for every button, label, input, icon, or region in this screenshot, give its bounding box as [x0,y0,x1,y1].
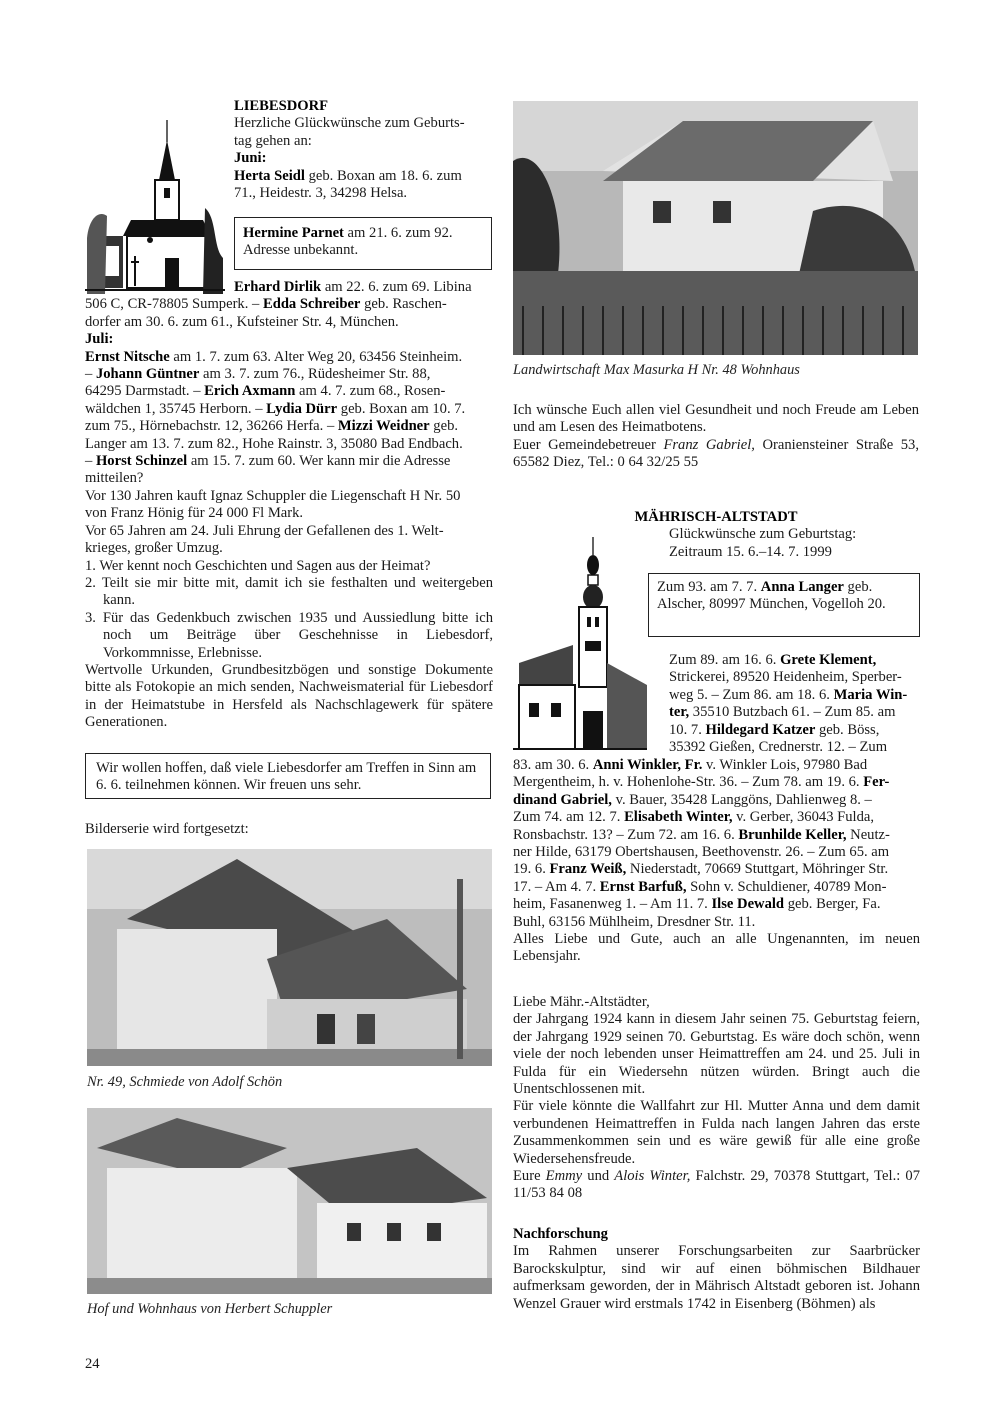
nitsche-name: Ernst Nitsche [85,348,170,365]
gabriel-details: v. Bauer, 35428 Langgöns, Dahlienweg 8. – [611,791,872,808]
anna-langer-name: Anna Langer [760,579,844,595]
schinzel-name: Horst Schinzel [95,453,188,470]
anna-langer-details: geb. Alscher, 80997 München, Vogelloh 20. [657,579,886,613]
june-label: Juni: [234,150,267,167]
maria-winter-name-end: ter, [669,704,690,721]
sign-und: und [582,1168,615,1185]
betreuer-address: Oraniensteiner Straße 53, 65582 Diez, Tel.: 0 64 32/25 55 [513,436,919,471]
letter-paragraph-1: der Jahrgang 1924 kann in diesem Jahr seinen 75. Geburtstag feiern, der Jahrgang 1929 seinen 70. Geburtstag. Es wäre doch schön, wenn viele der noch lebenden unser Heimattreffen am 24. und 25. Juli in Fulda für ein Wiedersehn nützen würden. Bringt auch die Unentschlossenen mit. [513,1011,920,1098]
duerr-address: zum 75., Hörnebachstr. 12, 36266 Herfa. – [85,418,338,435]
guentner-address: 64295 Darmstadt. – [85,383,205,400]
altstadt-intro-2: Zeitraum 15. 6.–14. 7. 1999 [669,543,832,560]
elisabeth-winter-details: v. Gerber, 36043 Fulda, [732,809,875,826]
nachforschung-title: Nachforschung [513,1226,608,1242]
liebesdorf-header [234,98,496,202]
list-item-2: 2. Teilt sie mir bitte mit, damit ich sie festhalten und weitergeben kann. [85,574,493,609]
duerr-details: geb. Boxan am 10. 7. [337,400,466,417]
weidner-details: geb. [429,418,459,435]
altstadt-header [513,509,919,561]
gabriel-name: Fer- [863,774,890,791]
guentner-name: Johann Güntner [95,366,200,383]
barfuss-name: Ernst Barfuß, [599,878,687,895]
keller-details: Neutz- [846,826,890,843]
para-65-line2: krieges, großer Umzug. [85,540,223,557]
keller-name: Brunhilde Keller, [738,826,847,843]
axmann-name: Erich Axmann [204,383,296,400]
katzer-date: 10. 7. [669,721,706,738]
katzer-name: Hildegard Katzer [705,721,816,738]
seidl-details: geb. Boxan am 18. 6. zum [304,167,462,184]
dirlik-name: Erhard Dirlik [234,279,322,295]
barfuss-details: Sohn v. Schuldiener, 40789 Mon- [686,878,887,895]
wishes-text: Ich wünsche Euch allen viel Gesundheit und noch Freude am Leben und am Lesen des Heimatbotens. [513,402,919,436]
betreuer-label: Euer Gemeindebetreuer [513,436,664,453]
liebesdorf-birthdays [85,279,493,732]
weiss-date: 19. 6. [513,861,550,878]
e-winter-date: Zum 74. am 12. 7. [513,809,625,826]
duerr-name: Lydia Dürr [266,400,338,417]
schreiber-details: geb. Raschen- [360,296,447,313]
keller-address: ner Hilde, 63179 Obertshausen, Beethovenstr. 26. – Zum 65. am [513,844,890,861]
katzer-address: 35392 Gießen, Crednerstr. 12. – Zum [669,739,888,756]
para-130-line1: Vor 130 Jahren kauft Ignaz Schuppler die Liegenschaft H Nr. 50 [85,487,461,504]
sign-emmy: Emmy [545,1168,583,1185]
altstadt-birthdays-wide [513,757,920,966]
schreiber-name: Edda Schreiber [262,296,361,313]
katzer-details: geb. Böss, [815,721,880,738]
caption-hof-wohnhaus: Hof und Wohnhaus von Herbert Schuppler [87,1301,333,1317]
wishes-block [513,402,919,472]
klement-name: Grete Klement, [780,652,877,668]
dash: – [85,453,96,470]
list-item-3: 3. Für das Gedenkbuch zwischen 1935 und Aussiedlung bitte ich noch um Beiträge über Geschehnisse in Liebesdorf, Vorkommnisse, Erlebnisse. [85,609,493,661]
sign-alois: Alois Winter, [614,1168,691,1185]
winkler-name: Anni Winkler, Fr. [592,757,703,773]
treffen-text: Wir wollen hoffen, daß viele Liebesdorfer am Treffen in Sinn am 6. 6. teilnehmen können. Wir freuen uns sehr. [96,760,477,794]
church-illustration [85,118,225,294]
barfuss-date: 17. – Am 4. 7. [513,878,600,895]
dewald-name: Ilse Dewald [711,896,785,913]
seidl-address: 71., Heidestr. 3, 34298 Helsa. [234,185,408,202]
intro-line-1: Herzliche Glückwünsche zum Geburts- [234,115,465,132]
guentner-details: am 3. 7. zum 76., Rüdesheimer Str. 88, [199,366,431,383]
caption-schmiede: Nr. 49, Schmiede von Adolf Schön [87,1074,283,1090]
nitsche-details: am 1. 7. zum 63. Alter Weg 20, 63456 Steinheim. [169,348,463,365]
dirlik-details: am 22. 6. zum 69. Libina [321,279,472,295]
parnet-name: Hermine Parnet [243,225,344,241]
parnet-address: Adresse unbekannt. [243,242,359,259]
closing-wishes: Alles Liebe und Gute, auch an alle Ungenannten, im neuen Lebensjahr. [513,931,920,965]
anna-langer-box [648,573,920,637]
nachforschung-section [513,1226,920,1313]
maria-winter-details: 35510 Butzbach 61. – Zum 85. am [689,704,896,721]
caption-masurka: Landwirtschaft Max Masurka H Nr. 48 Wohnhaus [513,362,800,378]
anna-langer-date: Zum 93. am 7. 7. [657,579,761,595]
para-65-line1: Vor 65 Jahren am 24. Juli Ehrung der Gefallenen des 1. Welt- [85,522,444,539]
letter-paragraph-2: Für viele könnte die Wallfahrt zur Hl. Mutter Anna und dem damit verbundenen Heimattreffen in Fulda nach langen Jahren das erste Zusammenkommen sein und es wäre gewiß für alle eine große Wiedersehensfreude. [513,1098,920,1167]
elisabeth-winter-name: Elisabeth Winter, [624,809,733,826]
weidner-address: Langer am 13. 7. zum 82., Hohe Rainstr. 3, 35080 Bad Endbach. [85,435,463,452]
axmann-address: wäldchen 1, 35745 Herborn. – [85,400,267,417]
intro-line-2: tag gehen an: [234,132,312,149]
klement-date: Zum 89. am 16. 6. [669,652,781,668]
betreuer-name: Franz Gabriel, [663,436,755,453]
photo-schmiede [87,849,492,1066]
altstadt-letter [513,994,920,1203]
photo-masurka [513,101,918,355]
liebesdorf-title: LIEBESDORF [234,98,329,114]
parnet-box [234,217,492,270]
nachforschung-text: Im Rahmen unserer Forschungsarbeiten zur Saarbrücker Barockskulptur, sind wir auf einen böhmischen Bildhauer aufmerksam geworden, der in Mährisch Altstadt geboren ist. Johann Wenzel Grauer wird erstmals 1742 in Eisenberg (Böhmen) als [513,1243,920,1312]
photo-hof-wohnhaus [87,1108,492,1294]
seidl-name: Herta Seidl [234,167,305,184]
july-label: Juli: [85,331,114,348]
bilderserie-text: Bilderserie wird fortgesetzt: [85,821,249,837]
winkler-details: v. Winkler Lois, 97980 Bad [702,757,868,773]
altstadt-intro-1: Glückwünsche zum Geburtstag: [669,526,857,543]
klement-address: Strickerei, 89520 Heidenheim, Sperber- [669,669,902,686]
sign-address: Falchstr. 29, 70378 Stuttgart, Tel.: 07 11/53 84 08 [513,1168,920,1202]
keller-date: Ronsbachstr. 13? – Zum 72. am 16. 6. [513,826,739,843]
documents-paragraph: Wertvolle Urkunden, Grundbesitzbögen und sonstige Dokumente bitte als Fotokopie an mich senden, Nachweismaterial für Liebesdorf in der Heimatstube in Hersfeld als Nachschlagewerk für spätere Generationen. [85,661,493,731]
weidner-name: Mizzi Weidner [337,418,430,435]
maria-winter-name: Maria Win- [833,686,908,703]
weiss-name: Franz Weiß, [549,861,627,878]
altstadt-title: MÄHRISCH-ALTSTADT [634,509,798,525]
tower-illustration [513,535,647,753]
axmann-details: am 4. 7. zum 68., Rosen- [295,383,446,400]
dewald-address: Buhl, 63156 Mühlheim, Dresdner Str. 11. [513,913,756,930]
winter-date: weg 5. – Zum 86. am 18. 6. [669,686,834,703]
page-number: 24 [85,1356,100,1372]
list-item-1: 1. Wer kennt noch Geschichten und Sagen aus der Heimat? [85,557,431,574]
gabriel-name-end: dinand Gabriel, [513,791,612,808]
dash: – [85,366,96,383]
dewald-details: geb. Berger, Fa. [784,896,881,913]
schinzel-question-end: mitteilen? [85,470,144,487]
treffen-box [85,753,491,799]
dewald-date: heim, Fasanenweg 1. – Am 11. 7. [513,896,712,913]
schreiber-address: dorfer am 30. 6. zum 61., Kufsteiner Str. 4, München. [85,313,399,330]
parnet-details: am 21. 6. zum 92. [343,225,453,241]
dirlik-address: 506 C, CR-78805 Sumperk. – [85,296,263,313]
letter-salutation: Liebe Mähr.-Altstädter, [513,994,650,1010]
winkler-date: 83. am 30. 6. [513,757,593,773]
altstadt-birthdays-narrow [669,652,920,756]
weiss-details: Niederstadt, 70669 Stuttgart, Möhringer Str. [626,861,889,878]
sign-prefix: Eure [513,1168,546,1185]
para-130-line2: von Franz Hönig für 24 000 Fl Mark. [85,505,304,522]
winkler-address: Mergentheim, h. v. Hohenlohe-Str. 36. – Zum 78. am 19. 6. [513,774,864,791]
schinzel-details: am 15. 7. zum 60. Wer kann mir die Adresse [187,453,451,470]
